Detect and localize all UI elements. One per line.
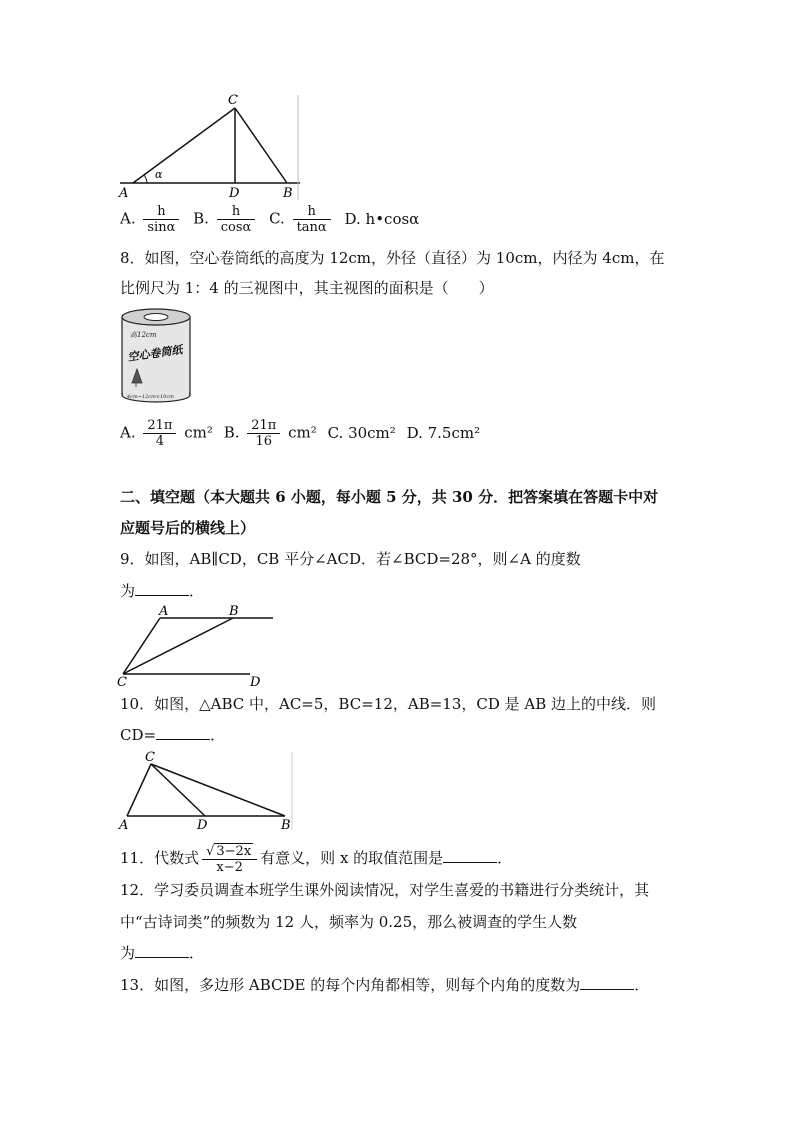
q11-radical-fraction: $\frac{√ 3-2x}{x-2}$ — [202, 843, 257, 875]
q8-option-a-fraction: $\frac{21\pi}{4}$ — [143, 418, 176, 449]
q9-label-b: B — [229, 604, 239, 619]
q10-text-line-1: 10．如图，△ABC 中，AC=5，BC=12，AB=13，CD 是 AB 边上的中线．则 — [120, 695, 657, 713]
q7-option-b-fraction: $\frac{h}{\cos\alpha}$ — [217, 204, 256, 235]
q7-side-cb — [235, 108, 287, 183]
q8-paper-roll-image — [118, 305, 194, 405]
q9-line-ac — [123, 618, 160, 674]
q10-answer-blank[interactable] — [156, 725, 210, 740]
q8-text-line-2: 比例尺为 1：4 的三视图中，其主视图的面积是（ ） — [120, 279, 494, 297]
q8-roll-small-text: 高12cm — [130, 331, 157, 339]
q8-roll-title: 空心卷筒纸 — [126, 343, 184, 364]
q9-text-line-1: 9．如图，AB∥CD，CB 平分∠ACD．若∠BCD=28°，则∠A 的度数 — [120, 550, 581, 568]
q13-text-line: 13．如图，多边形 ABCDE 的每个内角都相等，则每个内角的度数为 ． — [120, 976, 650, 994]
q10-median-cd — [151, 764, 205, 816]
q7-angle-arc — [144, 175, 147, 183]
q8-roll-bottom-text: 4cm~12cm×10cm — [127, 394, 174, 400]
q10-label-a: A — [119, 818, 129, 832]
q8-option-b[interactable]: B. $\frac{21\pi}{16}$ cm² — [223, 418, 317, 449]
q11-text-line: 11．代数式 $\frac{√ 3-2x}{x-2}$ 有意义，则 x 的取值范围是 ． — [120, 844, 513, 875]
q7-options — [120, 204, 425, 235]
q7-side-ac — [133, 108, 235, 183]
q10-text-line-2: CD= ． — [120, 726, 226, 744]
q10-label-b: B — [281, 818, 291, 832]
q9-text-line-2: 为 ． — [120, 582, 205, 600]
q10-label-d: D — [197, 818, 208, 832]
q12-text-line-1: 12．学习委员调查本班学生课外阅读情况，对学生喜爱的书籍进行分类统计，其 — [120, 881, 650, 899]
q10-side-cb — [151, 764, 285, 816]
q7-label-alpha: α — [155, 168, 163, 181]
q9-label-d: D — [250, 675, 261, 688]
q7-option-c[interactable]: C. $\frac{h}{\tan\alpha}$ — [269, 204, 334, 235]
q7-option-a-fraction: $\frac{h}{\sin\alpha}$ — [143, 204, 179, 235]
q11-answer-blank[interactable] — [443, 848, 497, 863]
q7-triangle-figure — [115, 90, 305, 202]
section2-heading-line-2: 应题号后的横线上） — [120, 519, 256, 537]
q8-text-line-1: 8．如图，空心卷筒纸的高度为 12cm，外径（直径）为 10cm，内径为 4cm，在 — [120, 249, 665, 267]
q12-text-line-2: 中“古诗词类”的频数为 12 人，频率为 0.25，那么被调查的学生人数 — [120, 913, 578, 931]
section2-heading-line-1: 二、填空题（本大题共 6 小题，每小题 5 分，共 30 分．把答案填在答题卡中对 — [120, 488, 659, 506]
q9-answer-blank[interactable] — [135, 581, 189, 596]
q10-label-c: C — [145, 750, 155, 765]
q10-triangle-figure — [115, 748, 295, 832]
q10-side-ac — [127, 764, 151, 816]
q7-option-c-fraction: $\frac{h}{\tan\alpha}$ — [293, 204, 331, 235]
q8-option-d[interactable]: D. 7.5cm² — [406, 423, 481, 442]
q8-options — [120, 418, 486, 449]
q8-option-c[interactable]: C. 30cm² — [327, 423, 396, 442]
q9-line-cb — [123, 618, 233, 674]
q7-label-c: C — [228, 93, 238, 108]
q7-label-d: D — [229, 186, 240, 201]
q8-roll-hole — [144, 314, 168, 321]
q7-label-a: A — [119, 186, 129, 201]
q9-parallel-lines-figure — [115, 602, 280, 688]
q12-text-line-3: 为 ． — [120, 944, 205, 962]
q8-option-a[interactable]: A. $\frac{21\pi}{4}$ cm² — [120, 418, 213, 449]
q7-label-b: B — [283, 186, 293, 201]
q7-option-a[interactable]: A. $\frac{h}{\sin\alpha}$ — [120, 204, 182, 235]
q7-option-d[interactable]: D. h•cosα — [344, 209, 420, 228]
q9-label-c: C — [117, 675, 127, 688]
q13-answer-blank[interactable] — [580, 975, 634, 990]
q7-option-b[interactable]: B. $\frac{h}{\cos\alpha}$ — [193, 204, 258, 235]
q8-option-b-fraction: $\frac{21\pi}{16}$ — [247, 418, 280, 449]
q9-label-a: A — [159, 604, 169, 619]
q12-answer-blank[interactable] — [135, 943, 189, 958]
